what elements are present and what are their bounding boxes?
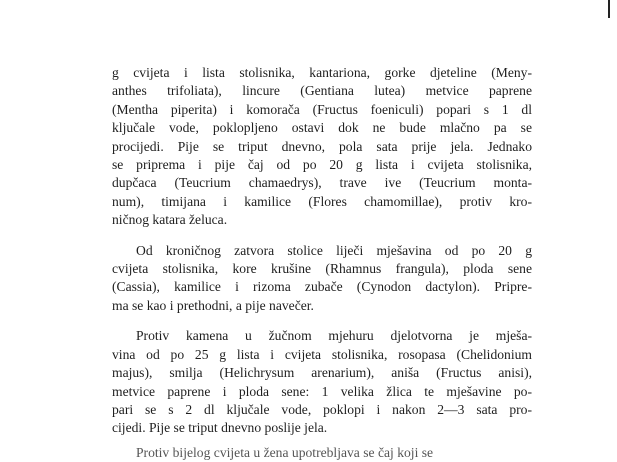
text-line: num), timijana i kamilice (Flores chamomillae), protiv kro- bbox=[112, 193, 532, 209]
text-line: (Cassia), kamilice i rizoma zubače (Cynodon dactylon). Pripre- bbox=[112, 279, 532, 295]
text-line: ma se kao i prethodni, a pije navečer. bbox=[112, 297, 314, 313]
text-line: procijedi. Pije se triput dnevno, pola sata prije jela. Jednako bbox=[112, 138, 532, 154]
text-line: vina od po 25 g lista i cvijeta stolisnika, rosopasa (Chelidonium bbox=[112, 346, 532, 362]
text-line: cvijeta stolisnika, kore krušine (Rhamnus frangula), ploda sene bbox=[112, 261, 532, 277]
page-text bbox=[112, 64, 532, 462]
page-edge-mark bbox=[608, 0, 610, 18]
text-line: dupčaca (Teucrium chamaedrys), trave ive (Teucrium monta- bbox=[112, 175, 532, 191]
text-line: Od kroničnog zatvora stolice liječi mješavina od po 20 g bbox=[136, 242, 532, 258]
text-line: Protiv kamena u žučnom mjehuru djelotvorna je mješa- bbox=[136, 328, 532, 344]
text-line: majus), smilja (Helichrysum arenarium), aniša (Fructus anisi), bbox=[112, 365, 532, 381]
text-line: cijedi. Pije se triput dnevno poslije jela. bbox=[112, 420, 328, 436]
text-line: (Mentha piperita) i komorača (Fructus foeniculi) popari s 1 dl bbox=[112, 101, 532, 117]
paragraph-2 bbox=[112, 242, 532, 316]
text-line: g cvijeta i lista stolisnika, kantariona, gorke djeteline (Meny- bbox=[112, 65, 532, 80]
text-line: anthes trifoliata), lincure (Gentiana lutea) metvice paprene bbox=[112, 83, 532, 99]
paragraph-1 bbox=[112, 64, 532, 230]
text-line: ničnog katara želuca. bbox=[112, 212, 228, 228]
text-line: metvice paprene i ploda sene: 1 velika žlica te mješavine po- bbox=[112, 383, 532, 399]
text-line: pari se s 2 dl ključale vode, poklopi i nakon 2—3 sata pro- bbox=[112, 401, 532, 417]
text-line: se priprema i pije čaj od po 20 g lista i cvijeta stolisnika, bbox=[112, 157, 532, 173]
cut-off-line: Protiv bijelog cvijeta u žena upotrebljava se čaj koji se bbox=[136, 444, 434, 460]
text-line: ključale vode, poklopljeno ostavi dok ne bude mlačno pa se bbox=[112, 120, 532, 136]
paragraph-3 bbox=[112, 327, 532, 437]
